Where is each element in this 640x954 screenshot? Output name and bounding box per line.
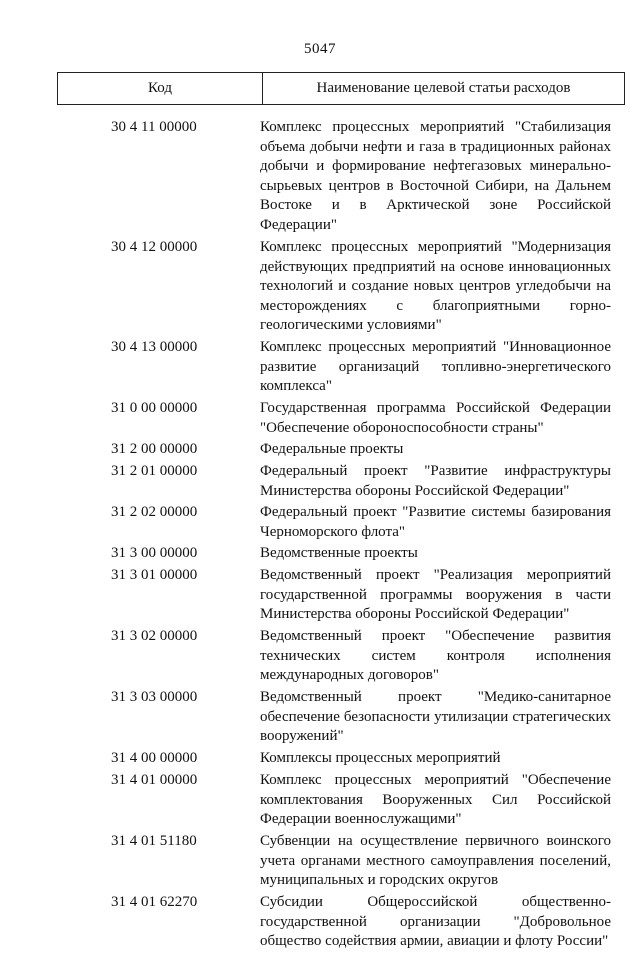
row-code: 31 2 02 00000 (111, 504, 198, 520)
table-row (0, 440, 640, 462)
row-name: Комплекс процессных мероприятий "Обеспечение комплектования Вооруженных Сил Российской Федерации военнослужащими" (260, 772, 611, 828)
header-code: Код (58, 73, 263, 104)
table-row (0, 399, 640, 440)
table-row (0, 462, 640, 503)
row-code: 31 2 01 00000 (111, 463, 198, 479)
row-code: 31 0 00 00000 (111, 400, 198, 416)
table-body (0, 118, 640, 954)
table-row (0, 544, 640, 566)
row-name: Ведомственный проект "Медико-санитарное обеспечение безопасности утилизации стратегических вооружений" (260, 689, 611, 745)
row-code: 30 4 12 00000 (111, 239, 198, 255)
row-code: 30 4 13 00000 (111, 339, 198, 355)
table-row (0, 503, 640, 544)
row-code: 31 2 00 00000 (111, 441, 198, 457)
row-name: Комплексы процессных мероприятий (260, 750, 501, 766)
row-name: Государственная программа Российской Федерации "Обеспечение обороноспособности страны" (260, 400, 611, 436)
page-number: 5047 (304, 41, 336, 57)
row-name: Комплекс процессных мероприятий "Модернизация действующих предприятий на основе инновационных технологий и создание новых центров угледобычи на месторождениях с благоприятными горно-геологическими условиями" (260, 239, 611, 334)
table-row (0, 893, 640, 954)
row-name: Федеральные проекты (260, 441, 404, 457)
row-name: Ведомственные проекты (260, 545, 418, 561)
table-row (0, 566, 640, 627)
table-row (0, 338, 640, 399)
header-name: Наименование целевой статьи расходов (316, 80, 571, 96)
row-name: Федеральный проект "Развитие системы базирования Черноморского флота" (260, 504, 611, 540)
row-code: 31 3 00 00000 (111, 545, 198, 561)
table-row (0, 627, 640, 688)
table-row (0, 688, 640, 749)
table-row (0, 832, 640, 893)
table-row (0, 749, 640, 771)
row-code: 31 3 03 00000 (111, 689, 198, 705)
row-code: 30 4 11 00000 (111, 119, 197, 135)
row-name: Ведомственный проект "Обеспечение развития технических систем контроля исполнения международных договоров" (260, 628, 611, 684)
row-name: Субвенции на осуществление первичного воинского учета органами местного самоуправления поселений, муниципальных и городских округов (260, 833, 611, 889)
table-row (0, 771, 640, 832)
table-row (0, 238, 640, 338)
row-code: 31 4 00 00000 (111, 750, 198, 766)
row-name: Комплекс процессных мероприятий "Инновационное развитие организаций топливно-энергетического комплекса" (260, 339, 611, 395)
row-code: 31 4 01 51180 (111, 833, 197, 849)
table-row (0, 118, 640, 238)
row-code: 31 3 02 00000 (111, 628, 198, 644)
table-header (57, 72, 625, 105)
row-name: Федеральный проект "Развитие инфраструктуры Министерства обороны Российской Федерации" (260, 463, 611, 499)
row-code: 31 4 01 00000 (111, 772, 198, 788)
row-code: 31 3 01 00000 (111, 567, 198, 583)
row-name: Ведомственный проект "Реализация мероприятий государственной программы вооружения в части Министерства обороны Российской Федерации" (260, 567, 611, 623)
row-name: Субсидии Общероссийской общественно-государственной организации "Добровольное общество содействия армии, авиации и флоту России" (260, 894, 611, 950)
row-name: Комплекс процессных мероприятий "Стабилизация объема добычи нефти и газа в традиционных районах добычи и формирование нефтегазовых минерально-сырьевых центров в Восточной Сибири, на Дальнем Востоке и в Арктической зоне Российской Федерации" (260, 119, 611, 233)
row-code: 31 4 01 62270 (111, 894, 198, 910)
